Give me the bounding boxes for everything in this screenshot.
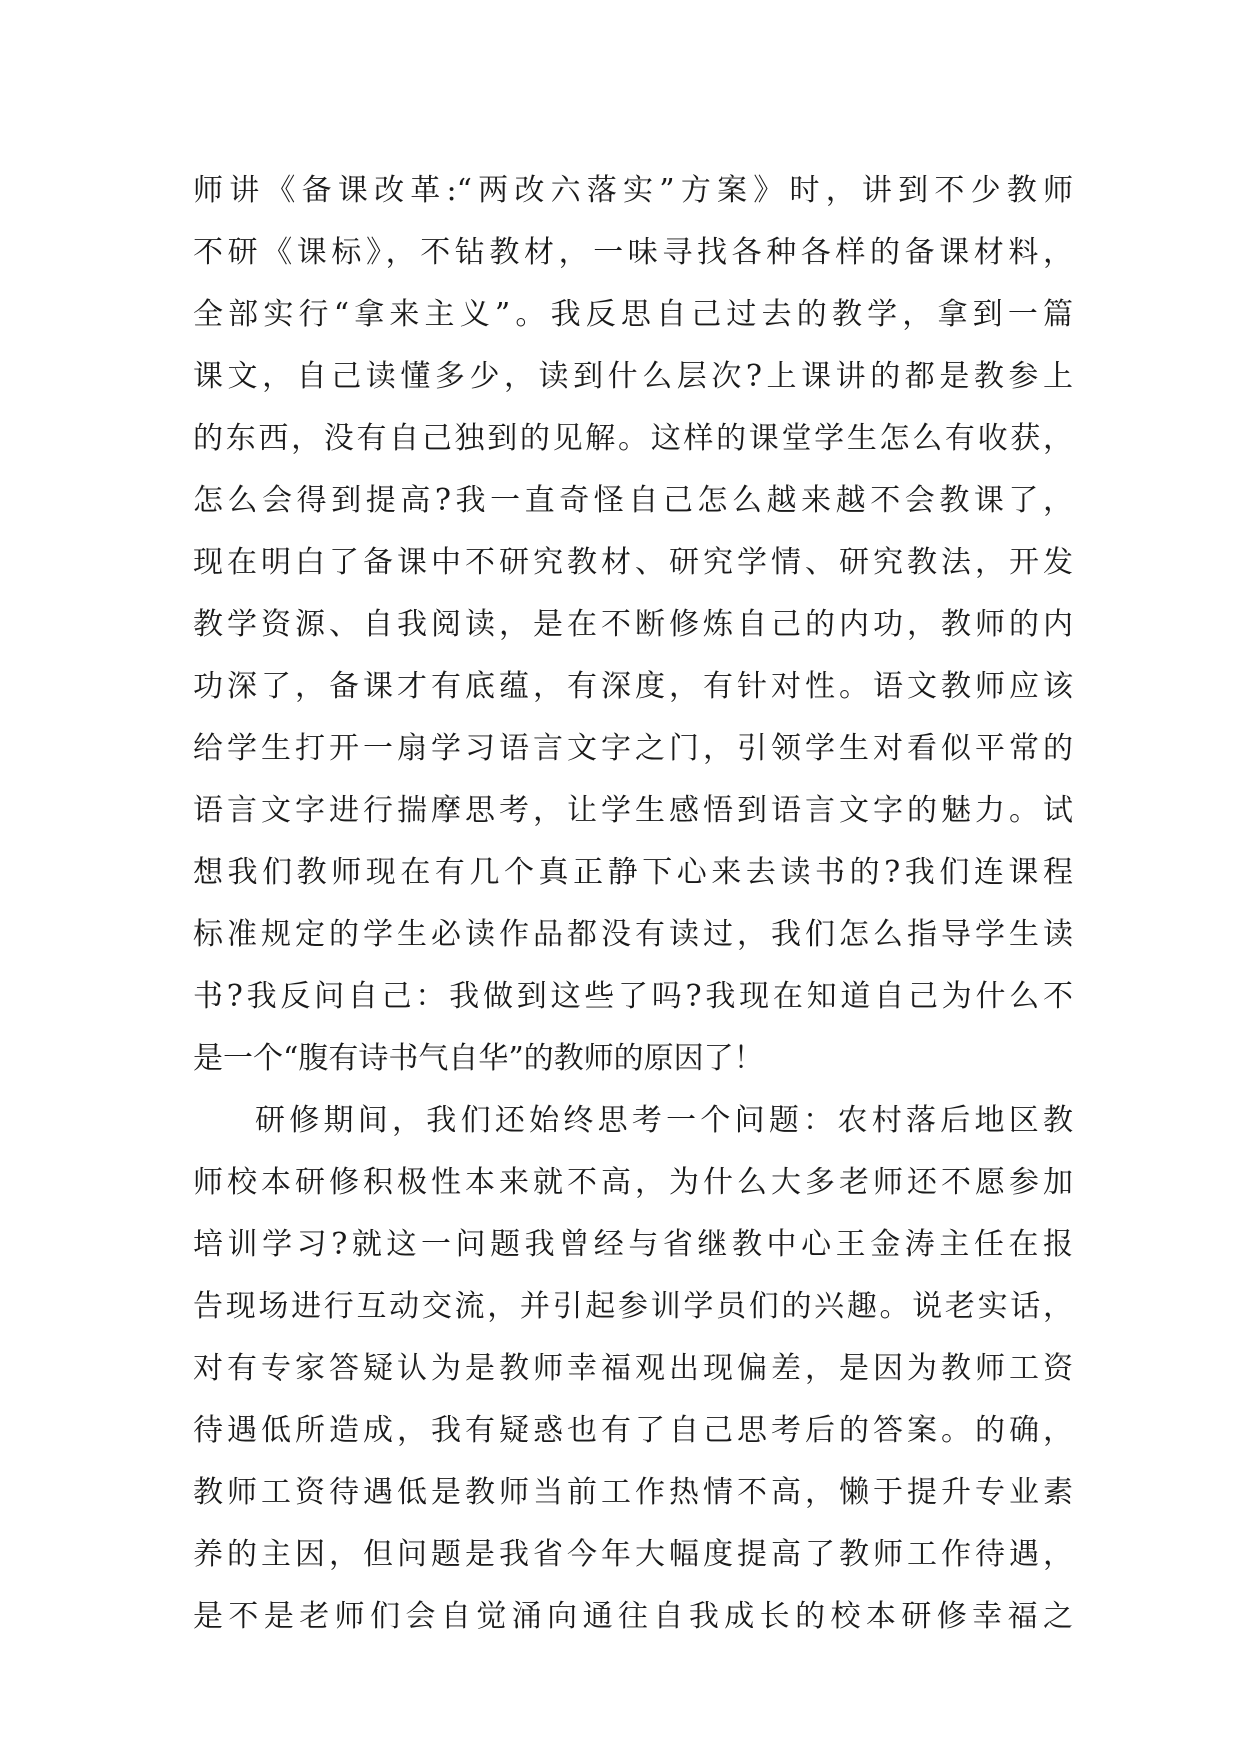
text-line: 培训学习?就这一问题我曾经与省继教中心王金涛主任在报 xyxy=(193,1227,1073,1262)
text-line: 待遇低所造成，我有疑惑也有了自己思考后的答案。的确， xyxy=(193,1413,1073,1448)
text-line: 养的主因，但问题是我省今年大幅度提高了教师工作待遇， xyxy=(193,1537,1073,1572)
text-line: 告现场进行互动交流，并引起参训学员们的兴趣。说老实话， xyxy=(193,1289,1073,1324)
text-line: 对有专家答疑认为是教师幸福观出现偏差，是因为教师工资 xyxy=(193,1351,1073,1386)
text-line: 不研《课标》，不钻教材，一味寻找各种各样的备课材料， xyxy=(193,235,1073,270)
text-line: 现在明白了备课中不研究教材、研究学情、研究教法，开发 xyxy=(193,545,1073,580)
paragraph-start-line: 研修期间，我们还始终思考一个问题：农村落后地区教 xyxy=(255,1103,1073,1138)
text-line: 怎么会得到提高?我一直奇怪自己怎么越来越不会教课了， xyxy=(193,483,1073,518)
text-line: 功深了，备课才有底蕴，有深度，有针对性。语文教师应该 xyxy=(193,669,1073,704)
text-line: 的东西，没有自己独到的见解。这样的课堂学生怎么有收获， xyxy=(193,421,1073,456)
text-line: 标准规定的学生必读作品都没有读过，我们怎么指导学生读 xyxy=(193,917,1073,952)
text-line: 是不是老师们会自觉涌向通往自我成长的校本研修幸福之 xyxy=(193,1599,1073,1634)
text-line: 想我们教师现在有几个真正静下心来去读书的?我们连课程 xyxy=(193,855,1073,890)
text-line: 师讲《备课改革:“两改六落实”方案》时，讲到不少教师 xyxy=(193,173,1073,208)
text-line: 师校本研修积极性本来就不高，为什么大多老师还不愿参加 xyxy=(193,1165,1073,1200)
body-text xyxy=(193,160,1073,1648)
text-line: 书?我反问自己：我做到这些了吗?我现在知道自己为什么不 xyxy=(193,979,1073,1014)
text-line: 课文，自己读懂多少，读到什么层次?上课讲的都是教参上 xyxy=(193,359,1073,394)
text-line: 全部实行“拿来主义”。我反思自己过去的教学，拿到一篇 xyxy=(193,297,1073,332)
paragraph-end-line: 是一个“腹有诗书气自华”的教师的原因了！ xyxy=(193,1041,764,1076)
text-line: 教学资源、自我阅读，是在不断修炼自己的内功，教师的内 xyxy=(193,607,1073,642)
text-line: 教师工资待遇低是教师当前工作热情不高，懒于提升专业素 xyxy=(193,1475,1073,1510)
text-line: 给学生打开一扇学习语言文字之门，引领学生对看似平常的 xyxy=(193,731,1073,766)
text-line: 语言文字进行揣摩思考，让学生感悟到语言文字的魅力。试 xyxy=(193,793,1073,828)
